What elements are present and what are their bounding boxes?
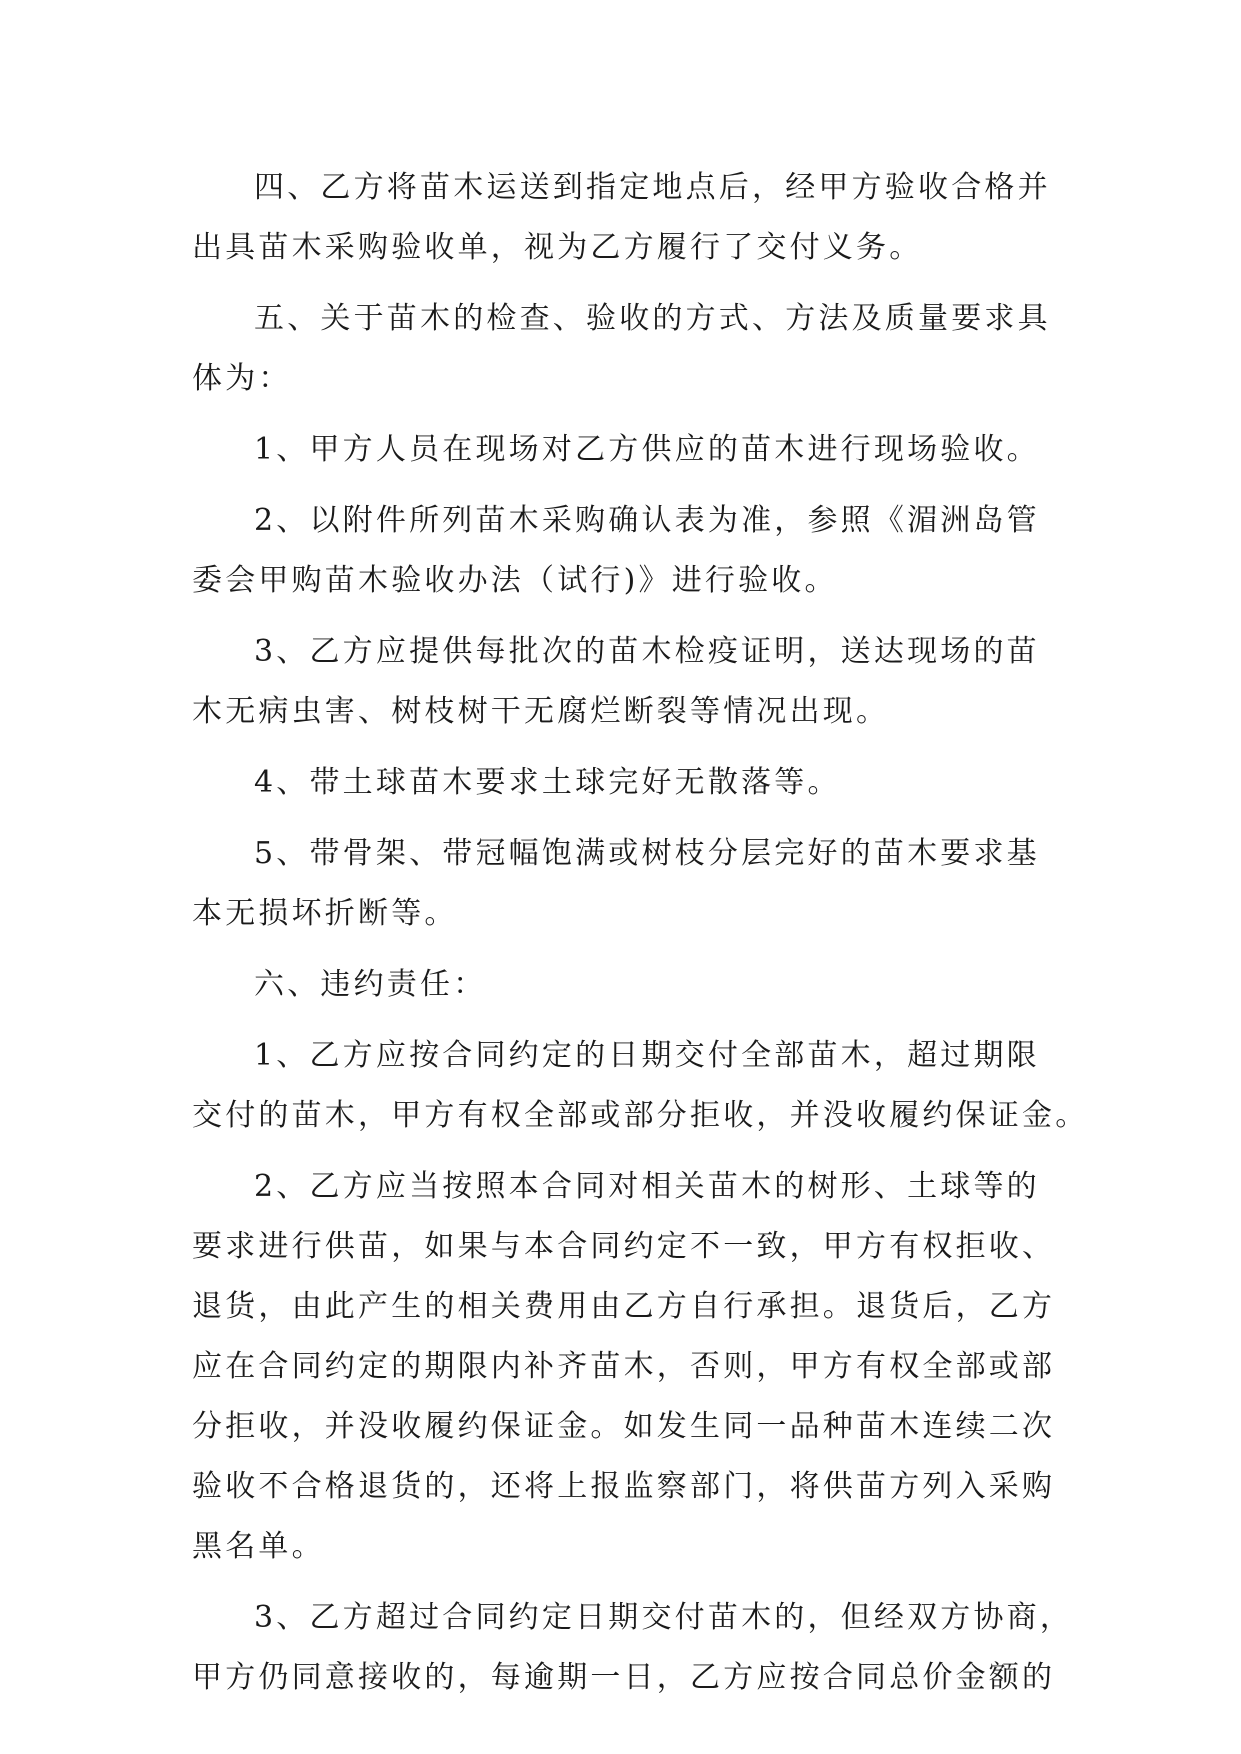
text-line: 5、带骨架、带冠幅饱满或树枝分层完好的苗木要求基 — [254, 836, 1040, 871]
text-line: 4、带土球苗木要求土球完好无散落等。 — [254, 765, 841, 800]
paragraph-section-5-item-1 — [192, 420, 1052, 480]
text-line: 2、乙方应当按照本合同对相关苗木的树形、土球等的 — [254, 1169, 1040, 1204]
paragraph-section-4 — [192, 158, 1052, 278]
text-line: 退货，由此产生的相关费用由乙方自行承担。退货后，乙方 — [192, 1289, 1056, 1324]
text-line: 1、甲方人员在现场对乙方供应的苗木进行现场验收。 — [254, 432, 1040, 467]
text-line: 木无病虫害、树枝树干无腐烂断裂等情况出现。 — [192, 694, 890, 729]
paragraph-section-6-item-1 — [192, 1026, 1089, 1146]
paragraph-section-5-item-4 — [192, 753, 1052, 813]
text-line: 要求进行供苗，如果与本合同约定不一致，甲方有权拒收、 — [192, 1229, 1056, 1264]
text-line: 体为： — [192, 361, 292, 396]
text-line: 1、乙方应按合同约定的日期交付全部苗木，超过期限 — [254, 1038, 1040, 1073]
paragraph-section-5 — [192, 289, 1052, 409]
text-line: 应在合同约定的期限内补齐苗木，否则，甲方有权全部或部 — [192, 1349, 1056, 1384]
text-line: 验收不合格退货的，还将上报监察部门，将供苗方列入采购 — [192, 1469, 1056, 1504]
text-line: 3、乙方超过合同约定日期交付苗木的，但经双方协商， — [254, 1600, 1074, 1635]
paragraph-section-6-item-3 — [192, 1588, 1074, 1708]
text-line: 六、违约责任： — [254, 967, 487, 1002]
paragraph-section-6 — [192, 955, 1052, 1015]
text-line: 本无损坏折断等。 — [192, 896, 458, 931]
text-line: 3、乙方应提供每批次的苗木检疫证明，送达现场的苗 — [254, 634, 1040, 669]
text-line: 委会甲购苗木验收办法（试行)》进行验收。 — [192, 563, 838, 598]
paragraph-section-5-item-2 — [192, 491, 1052, 611]
paragraph-section-5-item-3 — [192, 622, 1052, 742]
text-line: 甲方仍同意接收的，每逾期一日，乙方应按合同总价金额的 — [192, 1660, 1056, 1695]
text-line: 四、乙方将苗木运送到指定地点后，经甲方验收合格并 — [254, 170, 1051, 205]
text-line: 分拒收，并没收履约保证金。如发生同一品种苗木连续二次 — [192, 1409, 1056, 1444]
text-line: 交付的苗木，甲方有权全部或部分拒收，并没收履约保证金。 — [192, 1098, 1089, 1133]
text-line: 黑名单。 — [192, 1529, 325, 1564]
paragraph-section-5-item-5 — [192, 824, 1052, 944]
paragraph-section-6-item-2 — [192, 1157, 1056, 1577]
document-page — [192, 158, 1089, 1708]
text-line: 五、关于苗木的检查、验收的方式、方法及质量要求具 — [254, 301, 1051, 336]
text-line: 2、以附件所列苗木采购确认表为准，参照《湄洲岛管 — [254, 503, 1040, 538]
text-line: 出具苗木采购验收单，视为乙方履行了交付义务。 — [192, 230, 923, 265]
